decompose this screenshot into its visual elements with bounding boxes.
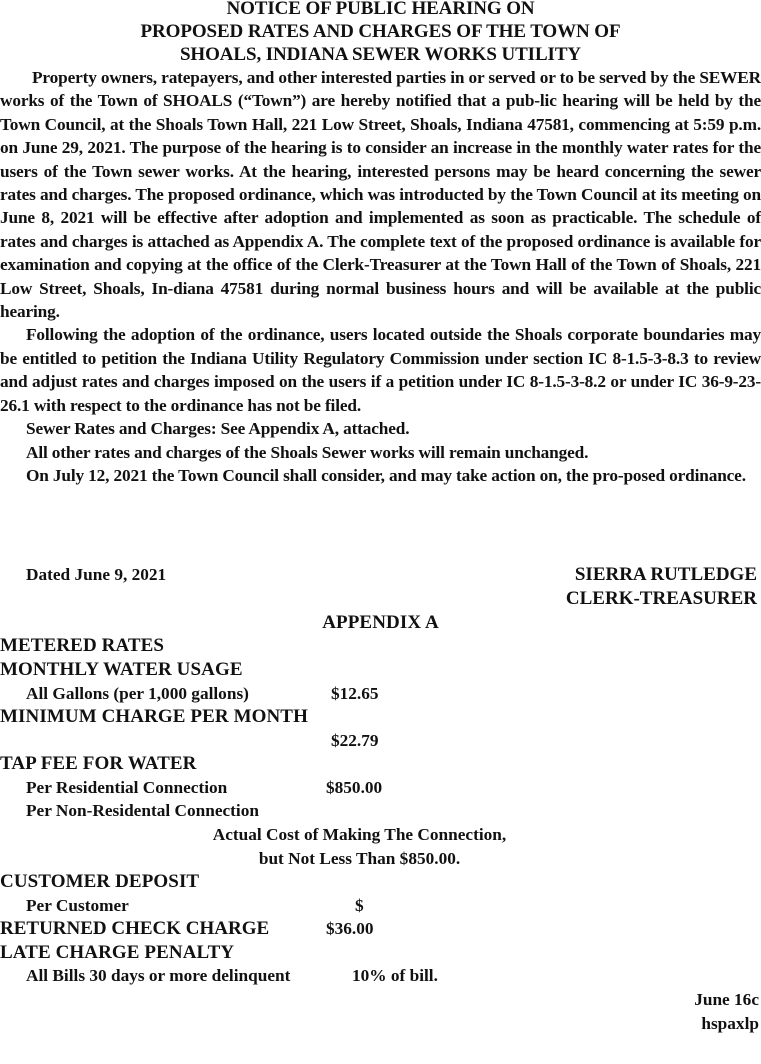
customer-deposit-row	[0, 894, 761, 918]
returned-check-row	[0, 917, 761, 941]
signer-title: CLERK-TREASURER	[565, 588, 757, 609]
late-charge-label: All Bills 30 days or more delinquent	[26, 966, 291, 985]
metered-rates-heading: METERED RATES	[0, 635, 165, 656]
tap-fee-residential-value: $850.00	[326, 778, 383, 797]
customer-deposit-heading: CUSTOMER DEPOSIT	[0, 871, 200, 892]
paragraph-unchanged: All other rates and charges of the Shoals Sewer works will remain unchanged.	[26, 442, 589, 462]
notice-body	[0, 66, 761, 487]
dated-text: Dated June 9, 2021	[26, 565, 167, 584]
minimum-charge-row	[0, 729, 761, 753]
tap-fee-non-residential-label: Per Non-Residental Connection	[26, 801, 259, 820]
tap-fee-residential-row	[0, 776, 761, 800]
title-line-2: PROPOSED RATES AND CHARGES OF THE TOWN OF	[140, 21, 621, 42]
footer-code: hspaxlp	[701, 1014, 759, 1033]
signer-name: SIERRA RUTLEDGE	[574, 564, 757, 585]
returned-check-heading: RETURNED CHECK CHARGE	[0, 918, 270, 939]
tap-fee-non-residential-line1: Actual Cost of Making The Connection,	[212, 825, 507, 844]
customer-deposit-value: $	[355, 896, 364, 915]
notice-title	[0, 0, 761, 66]
tap-fee-heading: TAP FEE FOR WATER	[0, 753, 197, 774]
paragraph-council-action: On July 12, 2021 the Town Council shall consider, and may take action on, the pro-posed ordinance.	[26, 465, 746, 485]
title-line-3: SHOALS, INDIANA SEWER WORKS UTILITY	[179, 44, 582, 65]
paragraph-sewer-rates: Sewer Rates and Charges: See Appendix A, attached.	[26, 419, 410, 439]
dated-row	[0, 563, 761, 587]
tap-fee-residential-label: Per Residential Connection	[26, 778, 228, 797]
late-charge-value: 10% of bill.	[352, 966, 438, 985]
returned-check-value: $36.00	[326, 919, 374, 938]
appendix-title: APPENDIX A	[322, 612, 439, 633]
monthly-usage-value: $12.65	[331, 684, 379, 703]
signer-title-row	[0, 587, 761, 611]
footer-run-date: June 16c	[694, 990, 759, 1009]
monthly-usage-heading: MONTHLY WATER USAGE	[0, 659, 243, 680]
minimum-charge-value: $22.79	[331, 731, 379, 750]
title-line-1: NOTICE OF PUBLIC HEARING ON	[226, 0, 535, 19]
tap-fee-non-residential-line2: but Not Less Than $850.00.	[258, 849, 461, 868]
paragraph-hearing: Property owners, ratepayers, and other interested parties in or served or to be served by the SEWER works of the Town of SHOALS (“Town”) are hereby notified that a pub-lic hearing will be held by the Town Council, at the Shoals Town Hall, 221 Low Street, Shoals, Indiana 47581, commencing at 5:59 p.m. on June 29, 2021. The purpose of the hearing is to consider an increase in the monthly water rates for the users of the Town sewer works. At the hearing, interested persons may be heard concerning the sewer rates and charges. The proposed ordinance, which was introducted by the Town Council at its meeting on June 8, 2021 will be effective after adoption and implemented as soon as practicable. The schedule of rates and charges is attached as Appendix A. The complete text of the proposed ordinance is available for examination and copying at the office of the Clerk-Treasurer at the Town Hall of the Town of Shoals, 221 Low Street, Shoals, In-diana 47581 during normal business hours and will be available at the public hearing.	[0, 68, 761, 322]
late-charge-heading: LATE CHARGE PENALTY	[0, 942, 235, 963]
tap-fee-non-residential-row	[0, 799, 761, 823]
monthly-usage-label: All Gallons (per 1,000 gallons)	[26, 684, 249, 703]
customer-deposit-label: Per Customer	[26, 896, 129, 915]
minimum-charge-heading: MINIMUM CHARGE PER MONTH	[0, 706, 308, 727]
late-charge-row	[0, 964, 761, 988]
monthly-usage-row	[0, 682, 761, 706]
paragraph-petition: Following the adoption of the ordinance, users located outside the Shoals corporate boundaries may be entitled to petition the Indiana Utility Regulatory Commission under section IC 8-1.5-3-8.3 to review and adjust rates and charges imposed on the users if a petition under IC 8-1.5-3-8.2 or under IC 36-9-23-26.1 with respect to the ordinance has not be filed.	[0, 325, 761, 415]
